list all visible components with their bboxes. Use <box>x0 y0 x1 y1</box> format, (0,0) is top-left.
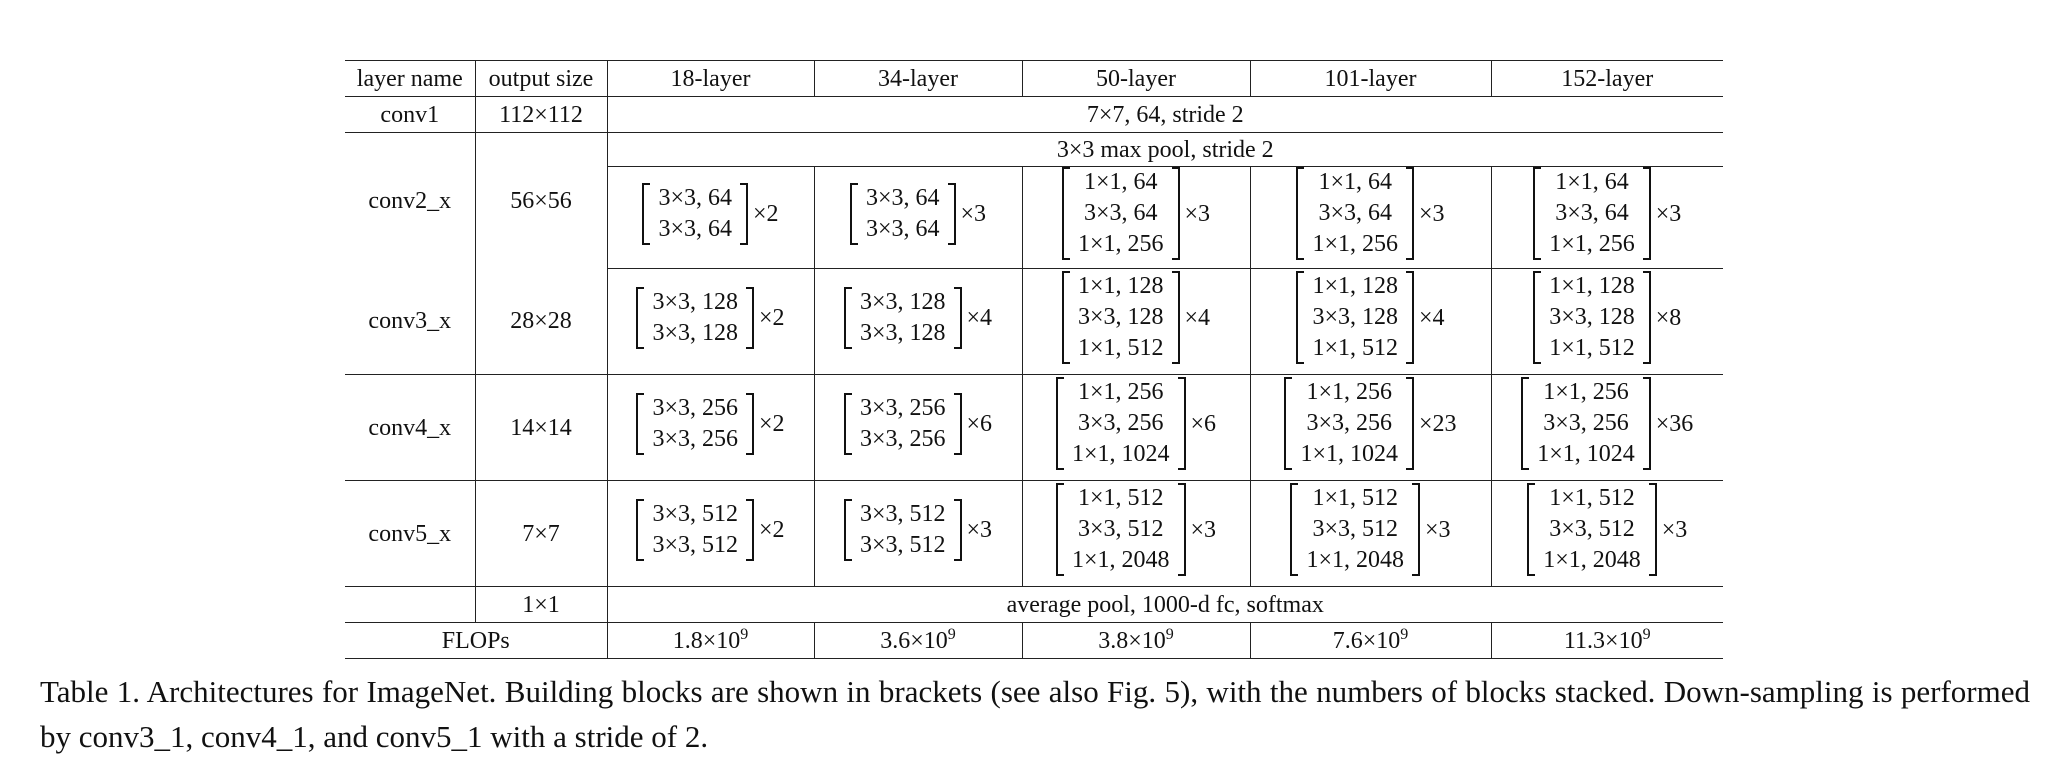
conv3-row <box>345 269 1723 375</box>
conv2-152-cell <box>1491 167 1723 269</box>
conv3-101-cell <box>1250 269 1491 375</box>
conv5-152-cell <box>1491 481 1723 587</box>
building-block <box>636 287 784 349</box>
block-layers <box>1549 271 1635 364</box>
block-layer-spec: 1×1, 512 <box>1077 335 1164 361</box>
block-layer-spec: 1×1, 256 <box>1549 231 1635 257</box>
block-layer-spec: 3×3, 512 <box>859 531 946 558</box>
building-block <box>844 499 992 561</box>
block-bracket <box>1284 377 1414 470</box>
building-block <box>1062 271 1210 364</box>
block-layer-spec: 3×3, 256 <box>859 425 946 452</box>
conv4-50-cell <box>1022 375 1250 481</box>
block-bracket <box>636 499 754 561</box>
flops-152 <box>1491 623 1723 659</box>
block-layers <box>1306 483 1404 576</box>
conv5-name: conv5_x <box>345 481 475 587</box>
block-layer-spec: 1×1, 64 <box>1318 169 1392 195</box>
block-multiplier: ×3 <box>1419 200 1445 227</box>
block-layers <box>1072 377 1170 470</box>
building-block <box>1296 271 1444 364</box>
block-multiplier: ×3 <box>1655 200 1682 227</box>
block-bracket <box>844 499 962 561</box>
block-layer-spec: 1×1, 512 <box>1549 485 1635 511</box>
block-layers <box>1549 167 1635 260</box>
block-layer-spec: 1×1, 2048 <box>1543 547 1641 573</box>
block-layer-spec: 1×1, 64 <box>1555 169 1629 195</box>
block-layer-spec: 1×1, 256 <box>1306 379 1392 405</box>
conv1-row <box>345 97 1723 133</box>
block-bracket <box>1296 271 1414 364</box>
block-layer-spec: 1×1, 256 <box>1312 231 1398 257</box>
block-layer-spec: 3×3, 64 <box>1555 200 1629 226</box>
block-layer-spec: 3×3, 128 <box>859 319 946 346</box>
header-output-size: output size <box>475 61 607 97</box>
building-block <box>636 393 784 455</box>
block-bracket <box>636 287 754 349</box>
block-layer-spec: 3×3, 64 <box>1318 200 1392 226</box>
block-bracket <box>1521 377 1651 470</box>
block-layer-spec: 3×3, 64 <box>658 215 732 242</box>
block-layer-spec: 3×3, 64 <box>865 215 940 242</box>
conv4-152-cell <box>1491 375 1723 481</box>
final-output-size: 1×1 <box>475 587 607 623</box>
building-block <box>1527 483 1687 576</box>
flops-50-mantissa: 3.8×10 <box>1098 627 1166 654</box>
header-101-layer: 101-layer <box>1250 61 1491 97</box>
block-layers <box>652 393 738 455</box>
block-layers <box>1300 377 1398 470</box>
conv5-row <box>345 481 1723 587</box>
block-multiplier: ×3 <box>960 200 987 227</box>
block-layer-spec: 3×3, 256 <box>1077 410 1164 436</box>
block-bracket <box>1533 271 1651 364</box>
block-bracket <box>1062 167 1180 260</box>
conv3-output-size: 28×28 <box>475 269 607 375</box>
block-bracket <box>1527 483 1657 576</box>
building-block <box>636 499 784 561</box>
block-layer-spec: 3×3, 512 <box>1549 516 1635 542</box>
conv1-output-size: 112×112 <box>475 97 607 133</box>
block-layer-spec: 1×1, 512 <box>1077 485 1164 511</box>
block-layer-spec: 3×3, 256 <box>1306 410 1392 436</box>
building-block <box>844 287 992 349</box>
conv4-output-size: 14×14 <box>475 375 607 481</box>
final-row <box>345 587 1723 623</box>
block-layer-spec: 3×3, 64 <box>658 184 732 211</box>
header-152-layer: 152-layer <box>1491 61 1723 97</box>
block-layer-spec: 1×1, 1024 <box>1300 441 1398 467</box>
conv4-18-cell <box>607 375 814 481</box>
block-layer-spec: 3×3, 128 <box>652 319 738 346</box>
building-block <box>642 183 778 245</box>
conv2-50-cell <box>1022 167 1250 269</box>
conv4-name: conv4_x <box>345 375 475 481</box>
block-layer-spec: 3×3, 512 <box>652 500 738 527</box>
flops-row <box>345 623 1723 659</box>
block-multiplier: ×2 <box>759 410 785 437</box>
conv3-name: conv3_x <box>345 269 475 375</box>
maxpool-row <box>345 133 1723 167</box>
conv4-34-cell <box>814 375 1022 481</box>
block-layer-spec: 3×3, 512 <box>859 500 946 527</box>
block-layer-spec: 1×1, 256 <box>1077 379 1164 405</box>
block-bracket <box>1290 483 1420 576</box>
header-18-layer: 18-layer <box>607 61 814 97</box>
block-layers <box>1078 167 1164 260</box>
conv3-152-cell <box>1491 269 1723 375</box>
block-multiplier: ×6 <box>966 410 993 437</box>
conv3-34-cell <box>814 269 1022 375</box>
flops-50 <box>1022 623 1250 659</box>
block-bracket <box>1533 167 1651 260</box>
conv5-18-cell <box>607 481 814 587</box>
maxpool-spec: 3×3 max pool, stride 2 <box>607 133 1723 167</box>
block-layer-spec: 3×3, 128 <box>1312 304 1398 330</box>
block-bracket <box>642 183 748 245</box>
block-multiplier: ×2 <box>759 516 785 543</box>
conv2-34-cell <box>814 167 1022 269</box>
building-block <box>1290 483 1450 576</box>
block-layer-spec: 3×3, 256 <box>859 394 946 421</box>
building-block <box>1062 167 1210 260</box>
conv4-row <box>345 375 1723 481</box>
header-layer-name: layer name <box>345 61 475 97</box>
conv5-output-size: 7×7 <box>475 481 607 587</box>
block-multiplier: ×4 <box>966 304 993 331</box>
block-layer-spec: 1×1, 512 <box>1549 335 1635 361</box>
conv5-50-cell <box>1022 481 1250 587</box>
conv2-18-cell <box>607 167 814 269</box>
block-layers <box>860 287 946 349</box>
flops-34 <box>814 623 1022 659</box>
block-multiplier: ×23 <box>1419 410 1457 437</box>
block-bracket <box>1056 377 1186 470</box>
block-multiplier: ×36 <box>1655 410 1694 437</box>
block-multiplier: ×4 <box>1184 304 1211 331</box>
block-layer-spec: 1×1, 128 <box>1312 273 1398 299</box>
flops-label: FLOPs <box>345 623 607 659</box>
block-layer-spec: 1×1, 1024 <box>1071 441 1170 467</box>
conv1-spec: 7×7, 64, stride 2 <box>607 97 1723 133</box>
building-block <box>1533 167 1681 260</box>
block-layer-spec: 3×3, 64 <box>1083 200 1158 226</box>
block-bracket <box>1296 167 1414 260</box>
block-bracket <box>844 393 962 455</box>
building-block <box>1056 483 1216 576</box>
block-layers <box>1312 271 1398 364</box>
flops-101 <box>1250 623 1491 659</box>
flops-101-mantissa: 7.6×10 <box>1332 627 1401 654</box>
header-50-layer: 50-layer <box>1022 61 1250 97</box>
flops-50-exponent: 9 <box>1165 625 1174 643</box>
block-layers <box>1543 483 1641 576</box>
block-multiplier: ×3 <box>1661 516 1688 543</box>
flops-18-mantissa: 1.8×10 <box>672 627 741 654</box>
block-layers <box>1078 271 1164 364</box>
block-layers <box>652 499 738 561</box>
block-layers <box>1072 483 1170 576</box>
block-bracket <box>1062 271 1180 364</box>
block-layer-spec: 3×3, 256 <box>1543 410 1629 436</box>
conv2-output-size: 56×56 <box>475 133 607 269</box>
building-block <box>1533 271 1681 364</box>
block-multiplier: ×3 <box>1425 516 1451 543</box>
building-block <box>1056 377 1216 470</box>
block-layer-spec: 1×1, 256 <box>1543 379 1629 405</box>
flops-152-mantissa: 11.3×10 <box>1563 627 1643 654</box>
building-block <box>1296 167 1444 260</box>
building-block <box>850 183 986 245</box>
block-layer-spec: 1×1, 2048 <box>1306 547 1404 573</box>
block-layer-spec: 3×3, 128 <box>1077 304 1164 330</box>
table-caption: Table 1. Architectures for ImageNet. Building blocks are shown in brackets (see also Fig. 5), with the numbers of blocks stacked. Down-sampling is performed by conv3_1, conv4_1, and conv5_1 with a stride of 2. <box>40 674 2030 754</box>
conv5-34-cell <box>814 481 1022 587</box>
block-layer-spec: 3×3, 512 <box>1312 516 1398 542</box>
building-block <box>1521 377 1693 470</box>
header-34-layer: 34-layer <box>814 61 1022 97</box>
final-name <box>345 587 475 623</box>
block-layer-spec: 1×1, 512 <box>1312 335 1398 361</box>
conv2-101-cell <box>1250 167 1491 269</box>
block-layer-spec: 3×3, 128 <box>1549 304 1635 330</box>
block-layer-spec: 3×3, 128 <box>652 288 738 315</box>
block-multiplier: ×6 <box>1190 410 1217 437</box>
block-layers <box>1312 167 1398 260</box>
block-layers <box>658 183 732 245</box>
block-layer-spec: 1×1, 2048 <box>1071 547 1170 573</box>
flops-18 <box>607 623 814 659</box>
block-bracket <box>1056 483 1186 576</box>
block-layers <box>866 183 940 245</box>
block-layer-spec: 1×1, 1024 <box>1537 441 1635 467</box>
block-multiplier: ×3 <box>1190 516 1217 543</box>
conv2-name: conv2_x <box>368 187 452 214</box>
block-layer-spec: 3×3, 512 <box>1077 516 1164 542</box>
block-layer-spec: 3×3, 256 <box>652 394 738 421</box>
block-layer-spec: 1×1, 512 <box>1312 485 1398 511</box>
block-layer-spec: 1×1, 128 <box>1077 273 1164 299</box>
block-multiplier: ×2 <box>753 200 779 227</box>
block-bracket <box>636 393 754 455</box>
flops-34-exponent: 9 <box>947 625 956 643</box>
building-block <box>844 393 992 455</box>
block-multiplier: ×3 <box>966 516 993 543</box>
block-layer-spec: 3×3, 512 <box>652 531 738 558</box>
conv5-101-cell <box>1250 481 1491 587</box>
block-multiplier: ×4 <box>1419 304 1445 331</box>
block-bracket <box>850 183 956 245</box>
final-spec: average pool, 1000-d fc, softmax <box>607 587 1723 623</box>
block-multiplier: ×3 <box>1184 200 1211 227</box>
flops-152-exponent: 9 <box>1642 625 1651 643</box>
block-layers <box>1537 377 1635 470</box>
header-row <box>345 61 1723 97</box>
block-layer-spec: 3×3, 128 <box>859 288 946 315</box>
architecture-table <box>345 60 1723 659</box>
conv4-101-cell <box>1250 375 1491 481</box>
block-layer-spec: 1×1, 128 <box>1549 273 1635 299</box>
block-layer-spec: 1×1, 64 <box>1083 169 1158 195</box>
conv3-50-cell <box>1022 269 1250 375</box>
flops-101-exponent: 9 <box>1400 625 1409 643</box>
flops-34-mantissa: 3.6×10 <box>880 627 948 654</box>
block-layer-spec: 3×3, 256 <box>652 425 738 452</box>
flops-18-exponent: 9 <box>740 625 749 643</box>
conv1-name: conv1 <box>345 97 475 133</box>
conv3-18-cell <box>607 269 814 375</box>
block-layer-spec: 3×3, 64 <box>865 184 940 211</box>
building-block <box>1284 377 1456 470</box>
block-layers <box>860 499 946 561</box>
block-multiplier: ×2 <box>759 304 785 331</box>
block-layers <box>860 393 946 455</box>
block-layer-spec: 1×1, 256 <box>1077 231 1164 257</box>
block-layers <box>652 287 738 349</box>
block-bracket <box>844 287 962 349</box>
block-multiplier: ×8 <box>1655 304 1682 331</box>
